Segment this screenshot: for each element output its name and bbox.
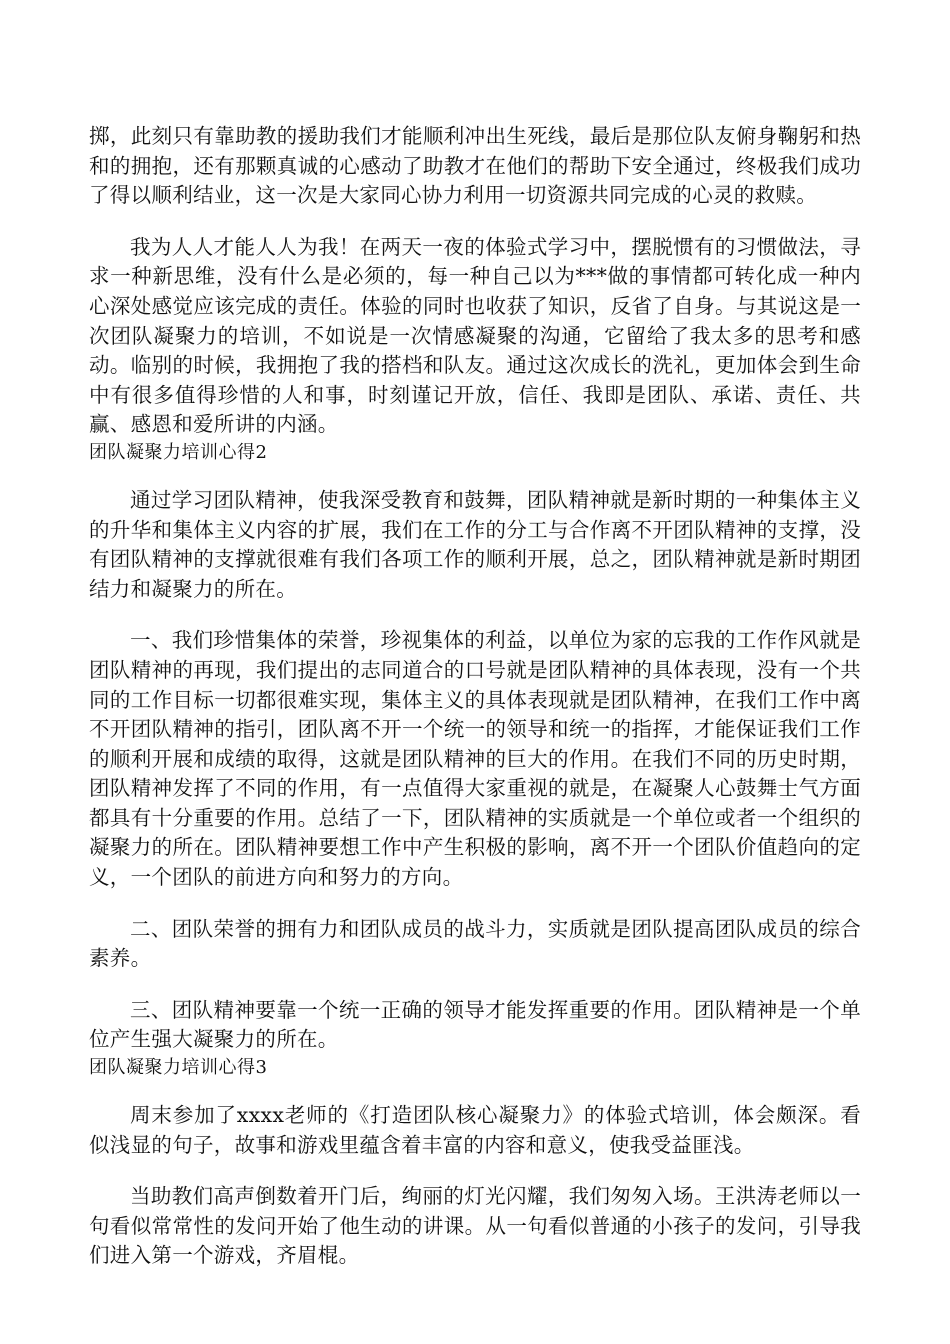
paragraph-7: 周末参加了xxxx老师的《打造团队核心凝聚力》的体验式培训，体会颇深。看似浅显的句子，故事和游戏里蕴含着丰富的内容和意义，使我受益匪浅。 [89,1103,861,1157]
paragraph-2: 我为人人才能人人为我！在两天一夜的体验式学习中，摆脱惯有的习惯做法，寻求一种新思维，没有什么是必须的，每一种自己以为***做的事情都可转化成一种内心深处感觉应该完成的责任。体验的同时也收获了知识，反省了自身。与其说这是一次团队凝聚力的培训，不如说是一次情感凝聚的沟通，它留给了我太多的思考和感动。临别的时候，我拥抱了我的搭档和队友。通过这次成长的洗礼，更加体会到生命中有很多值得珍惜的人和事，时刻谨记开放，信任、我即是团队、承诺、责任、共赢、感恩和爱所讲的内涵。 [89,234,861,437]
section-heading-3: 团队凝聚力培训心得3 [89,1057,268,1079]
section-heading-2: 团队凝聚力培训心得2 [89,441,268,463]
paragraph-4: 一、我们珍惜集体的荣誉，珍视集体的利益，以单位为家的忘我的工作作风就是团队精神的再现，我们提出的志同道合的口号就是团队精神的具体表现，没有一个共同的工作目标一切都很难实现，集体主义的具体表现就是团队精神，在我们工作中离不开团队精神的指引，团队离不开一个统一的领导和统一的指挥，才能保证我们工作的顺利开展和成绩的取得，这就是团队精神的巨大的作用。在我们不同的历史时期，团队精神发挥了不同的作用，有一点值得大家重视的就是，在凝聚人心鼓舞士气方面都具有十分重要的作用。总结了一下，团队精神的实质就是一个单位或者一个组织的凝聚力的所在。团队精神要想工作中产生积极的影响，离不开一个团队价值趋向的定义，一个团队的前进方向和努力的方向。 [89,628,861,890]
paragraph-3: 通过学习团队精神，使我深受教育和鼓舞，团队精神就是新时期的一种集体主义的升华和集体主义内容的扩展，我们在工作的分工与合作离不开团队精神的支撑，没有团队精神的支撑就很难有我们各项工作的顺利开展，总之，团队精神就是新时期团结力和凝聚力的所在。 [89,487,861,601]
paragraph-8: 当助教们高声倒数着开门后，绚丽的灯光闪耀，我们匆匆入场。王洪涛老师以一句看似常常性的发问开始了他生动的讲课。从一句看似普通的小孩子的发问，引导我们进入第一个游戏，齐眉棍。 [89,1184,861,1268]
paragraph-6: 三、团队精神要靠一个统一正确的领导才能发挥重要的作用。团队精神是一个单位产生强大凝聚力的所在。 [89,997,861,1052]
paragraph-5: 二、团队荣誉的拥有力和团队成员的战斗力，实质就是团队提高团队成员的综合素养。 [89,916,861,971]
document-page [89,122,861,1293]
paragraph-1: 掷，此刻只有靠助教的援助我们才能顺利冲出生死线，最后是那位队友俯身鞠躬和热和的拥抱，还有那颗真诚的心感动了助教才在他们的帮助下安全通过，终极我们成功了得以顺利结业，这一次是大家同心协力利用一切资源共同完成的心灵的救赎。 [89,124,861,208]
